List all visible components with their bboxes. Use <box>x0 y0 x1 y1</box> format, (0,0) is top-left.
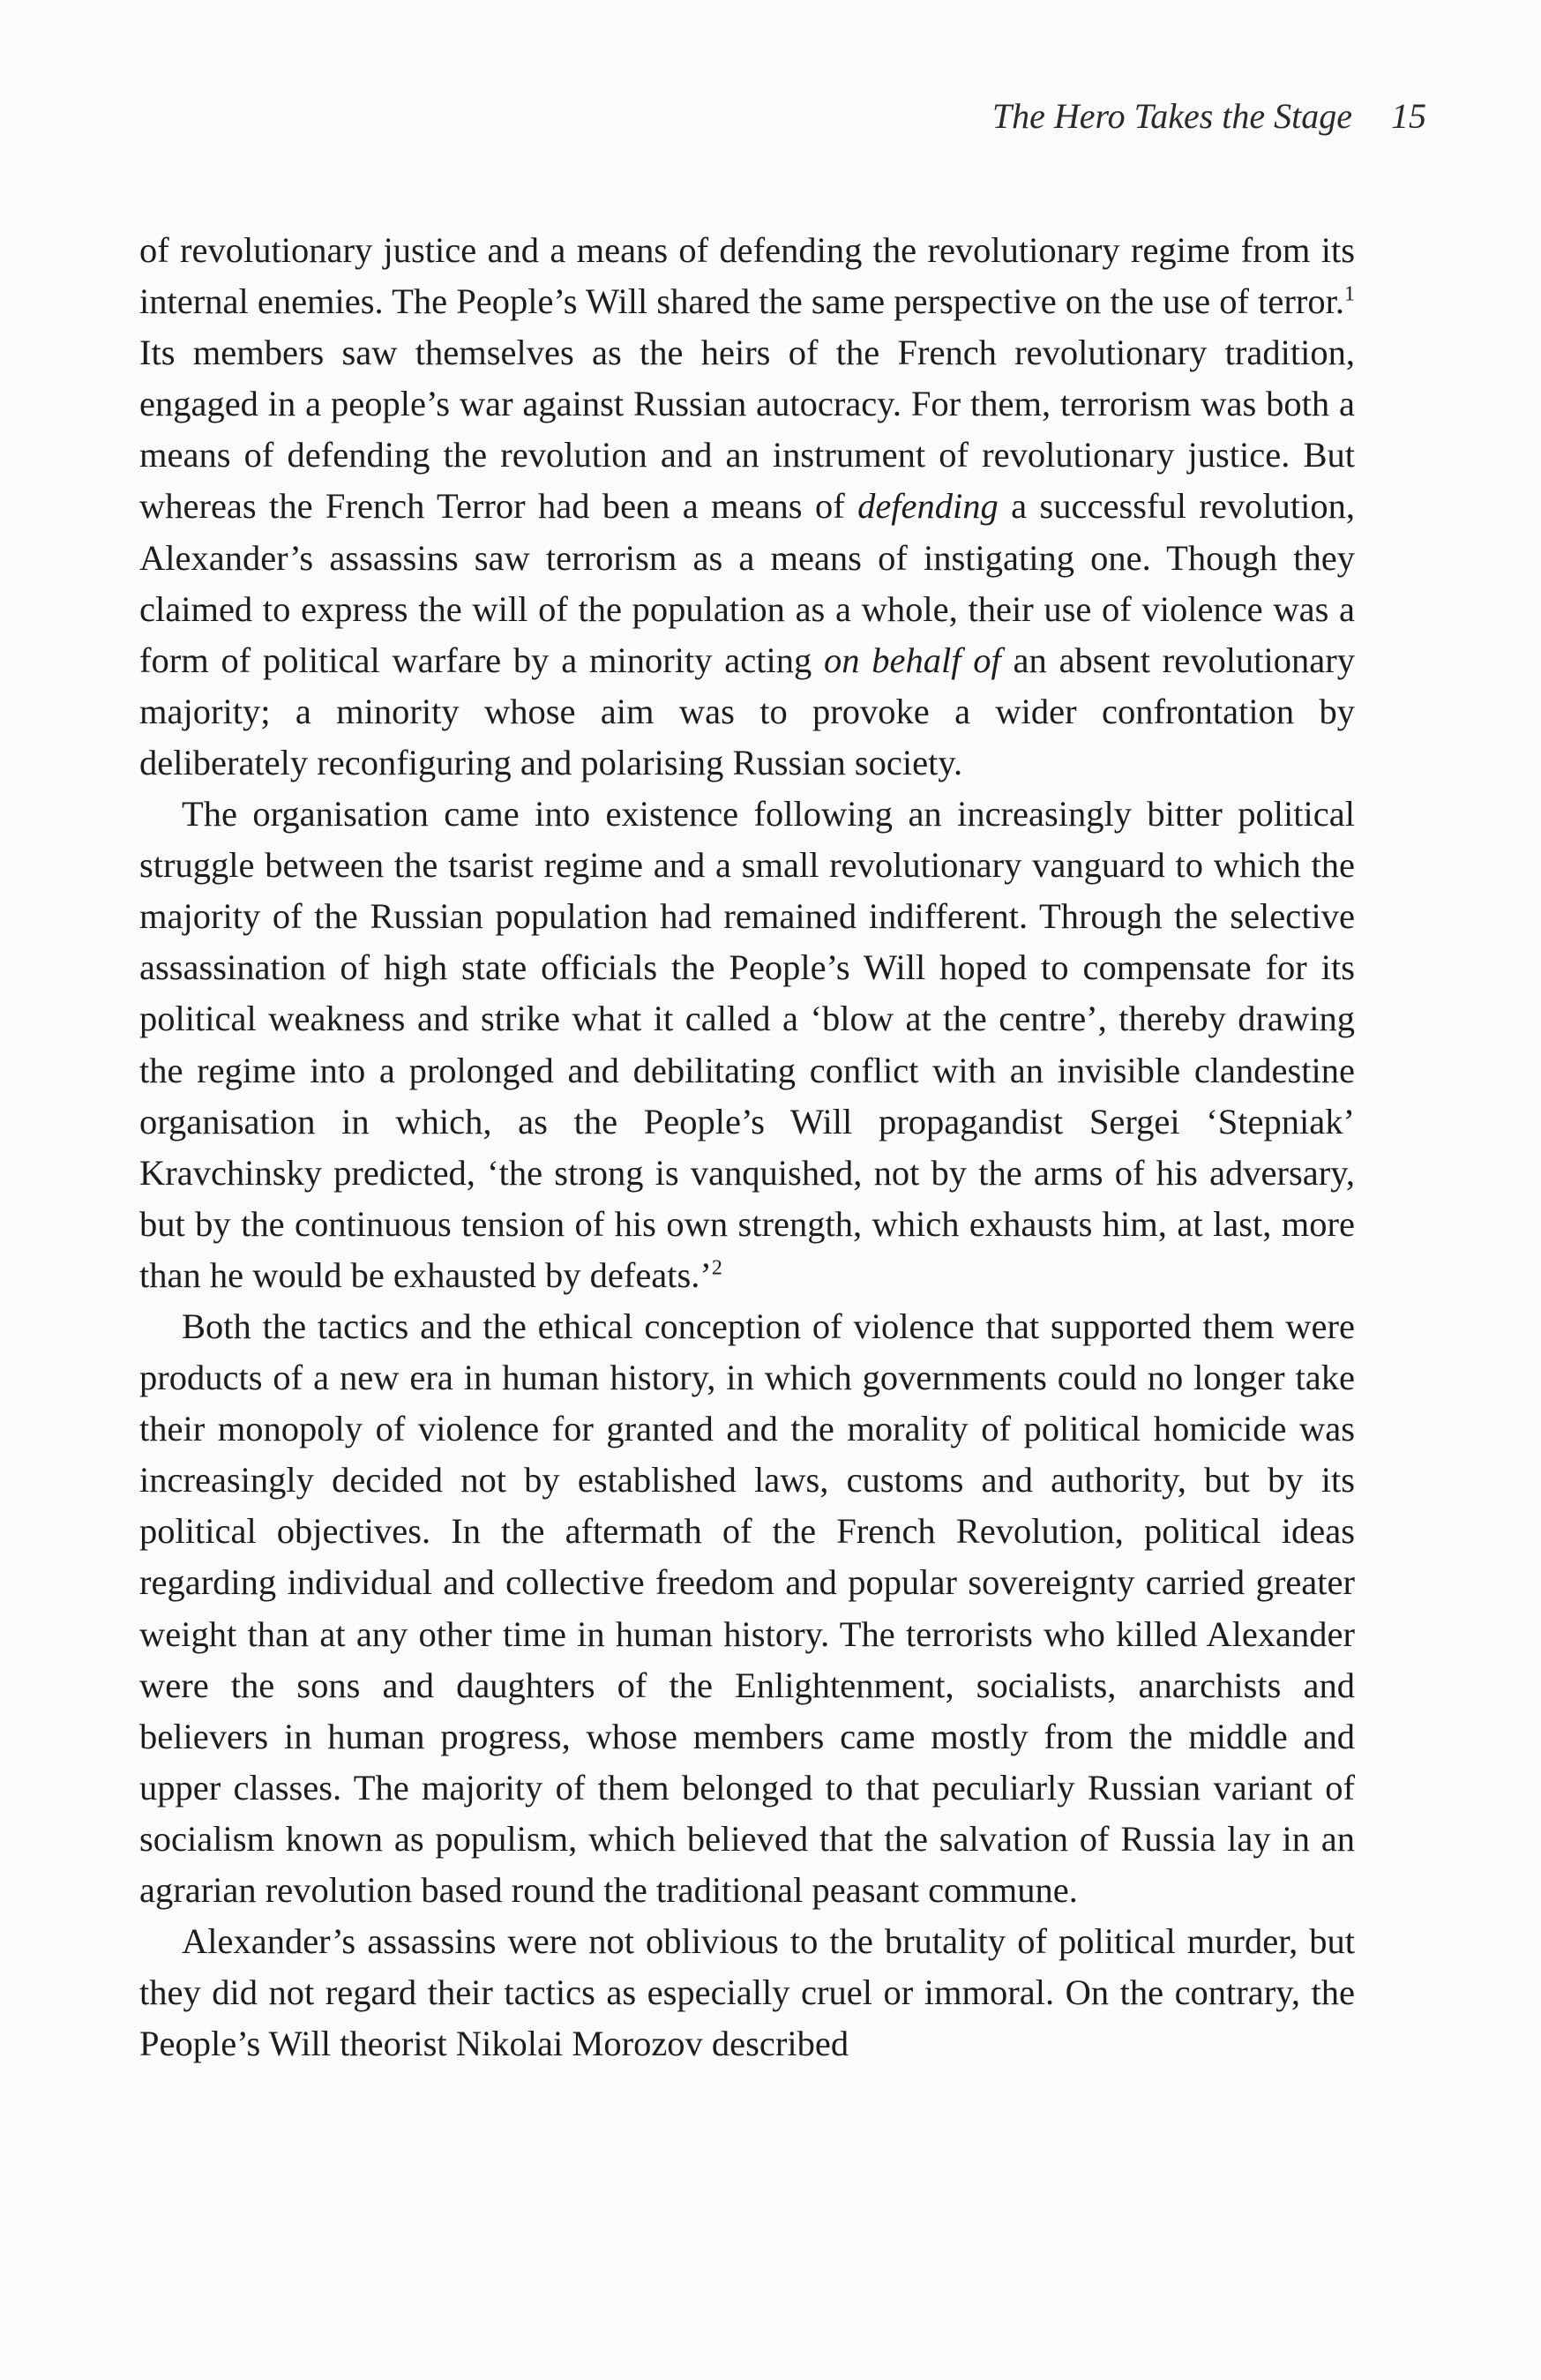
paragraph-1 <box>139 225 1355 789</box>
text-run: Alexander’s assassins were not oblivious to the brutality of political murder, but they did not regard their tactics as especially cruel or immoral. On the contrary, the People’s Will theorist Nikolai Morozov described <box>139 1921 1355 2064</box>
paragraph-4 <box>139 1916 1355 2069</box>
emphasis-text: on behalf of <box>823 640 1001 680</box>
text-run: of revolutionary justice and a means of defending the revolutionary regime from its internal enemies. The People’s Will shared the same perspective on the use of terror. <box>139 230 1355 322</box>
paragraph-3 <box>139 1301 1355 1916</box>
text-run: The organisation came into existence following an increasingly bitter political struggle between the tsarist regime and a small revolutionary vanguard to which the majority of the Russian population had remained indifferent. Through the selective assassination of high state officials the People’s Will hoped to compensate for its political weakness and strike what it called a ‘blow at the centre’, thereby drawing the regime into a prolonged and debilitating conflict with an invisible clandestine organisation in which, as the People’s Will propagandist Sergei ‘Stepniak’ Kravchinsky predicted, ‘the strong is vanquished, not by the arms of his adversary, but by the continuous tension of his own strength, which exhausts him, at last, more than he would be exhausted by defeats.’ <box>139 794 1355 1295</box>
footnote-marker: 2 <box>711 1256 722 1280</box>
body-text <box>139 225 1355 2069</box>
running-head-title: The Hero Takes the Stage <box>991 96 1352 136</box>
page-number: 15 <box>1391 96 1426 136</box>
footnote-marker: 1 <box>1344 282 1355 306</box>
paragraph-2 <box>139 789 1355 1301</box>
text-run: an absent revolutionary majority; a minority whose aim was to provoke a wider confrontation by deliberately reconfiguring and polarising Russian society. <box>139 640 1355 782</box>
running-head <box>992 95 1426 138</box>
text-run: a successful revolution, Alexander’s assassins saw terrorism as a means of instigating one. Though they claimed to express the will of the population as a whole, their use of violence was a form of political warfare by a minority acting <box>139 486 1355 680</box>
text-run: Its members saw themselves as the heirs of the French revolutionary tradition, engaged in a people’s war against Russian autocracy. For them, terrorism was both a means of defending the revolution and an instrument of revolutionary justice. But whereas the French Terror had been a means of <box>139 333 1355 527</box>
emphasis-text: defending <box>857 486 999 527</box>
text-run: Both the tactics and the ethical conception of violence that supported them were products of a new era in human history, in which governments could no longer take their monopoly of violence for granted and the morality of political homicide was increasingly decided not by established laws, customs and authority, but by its political objectives. In the aftermath of the French Revolution, political ideas regarding individual and collective freedom and popular sovereignty carried greater weight than at any other time in human history. The terrorists who killed Alexander were the sons and daughters of the Enlightenment, socialists, anarchists and believers in human progress, whose members came mostly from the middle and upper classes. The majority of them belonged to that peculiarly Russian variant of socialism known as populism, which believed that the salvation of Russia lay in an agrarian revolution based round the traditional peasant commune. <box>139 1306 1355 1910</box>
